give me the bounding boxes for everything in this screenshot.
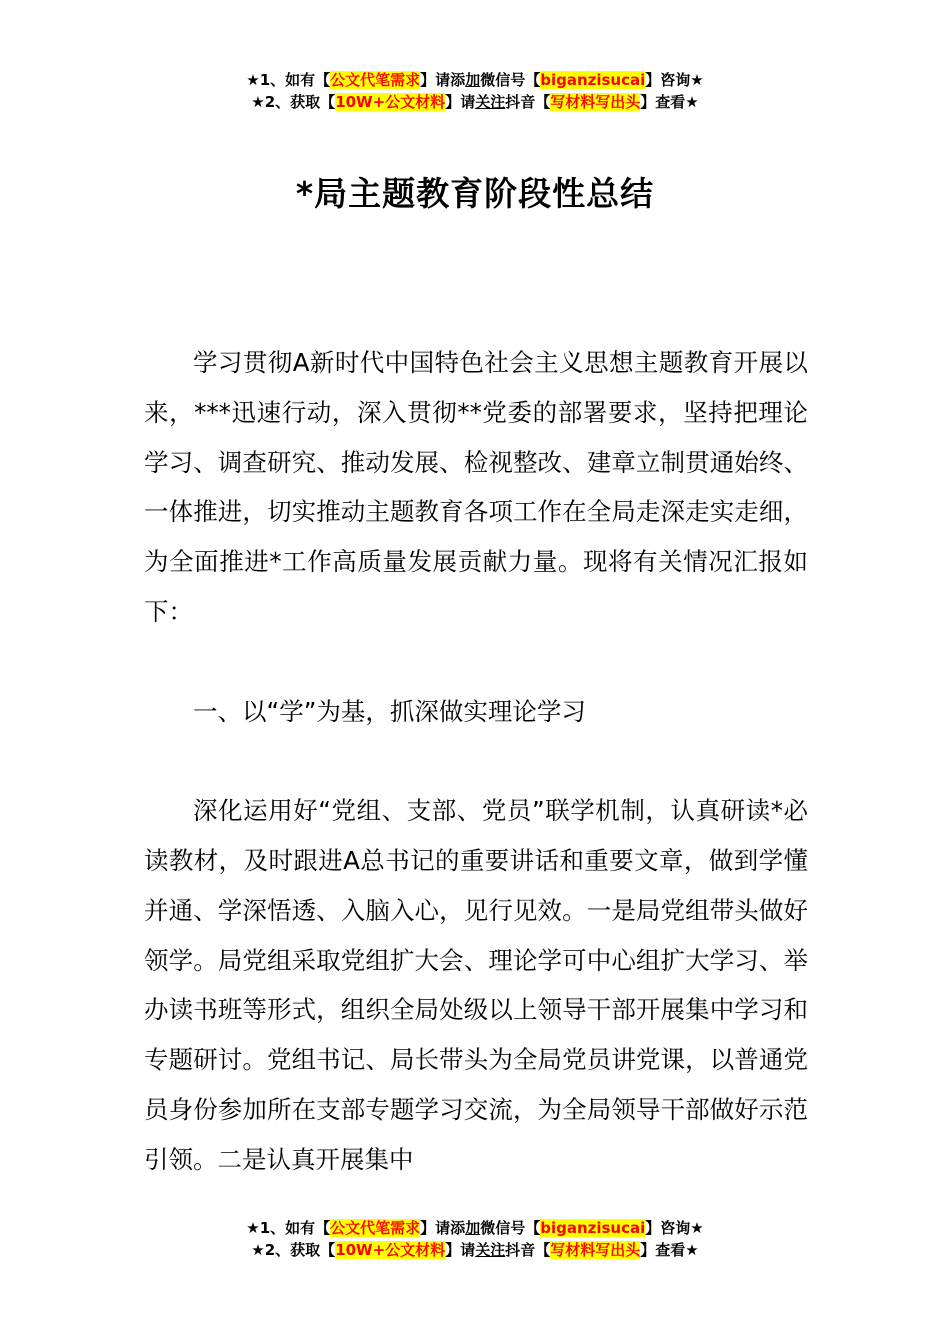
document-title: *局主题教育阶段性总结: [295, 174, 655, 214]
banner-emphasis: 关注: [475, 1241, 506, 1259]
banner-highlight: 10W+公文材料: [335, 1241, 446, 1259]
footer-banner: [0, 1217, 950, 1261]
banner-line-1: [0, 1217, 950, 1239]
banner-text: 微信号【: [480, 71, 541, 89]
intro-paragraph: 学习贯彻A新时代中国特色社会主义思想主题教育开展以来，***迅速行动，深入贯彻**党委的部署要求，坚持把理论学习、调查研究、推动发展、检视整改、建章立制贯通始终、一体推进，切实推动主题教育各项工作在全局走深走实走细，为全面推进*工作高质量发展贡献力量。现将有关情况汇报如下：: [144, 348, 808, 626]
banner-highlight: 写材料写出头: [550, 1241, 641, 1259]
banner-highlight: biganzisucai: [540, 71, 646, 89]
banner-line-1: [0, 69, 950, 91]
banner-text: ★1、如有【: [246, 71, 331, 89]
banner-text: 】请: [445, 1241, 476, 1259]
banner-text: 】请添: [420, 71, 466, 89]
banner-text: 】咨询★: [645, 1219, 704, 1237]
section-heading: 一、以“学”为基，抓深做实理论学习: [193, 696, 586, 726]
banner-emphasis: 加: [465, 71, 481, 89]
banner-text: 抖音【: [505, 93, 551, 111]
header-banner: [0, 69, 950, 113]
body-paragraph: 深化运用好“党组、支部、党员”联学机制，认真研读*必读教材，及时跟进A总书记的重要讲话和重要文章，做到学懂并通、学深悟透、入脑入心，见行见效。一是局党组带头做好领学。局党组采取党组扩大会、理论学可中心组扩大学习、举办读书班等形式，组织全局处级以上领导干部开展集中学习和专题研讨。党组书记、局长带头为全局党员讲党课，以普通党员身份参加所在支部专题学习交流，为全局领导干部做好示范引领。二是认真开展集中: [144, 796, 808, 1174]
document-body: [144, 338, 808, 1185]
banner-text: ★2、获取【: [251, 1241, 336, 1259]
banner-highlight: 10W+公文材料: [335, 93, 446, 111]
banner-text: ★2、获取【: [251, 93, 336, 111]
banner-text: 】请添: [420, 1219, 466, 1237]
banner-highlight: 公文代笔需求: [330, 71, 421, 89]
banner-emphasis: 加: [465, 1219, 481, 1237]
banner-text: 抖音【: [505, 1241, 551, 1259]
banner-highlight: 写材料写出头: [550, 93, 641, 111]
banner-emphasis: 关注: [475, 93, 506, 111]
banner-line-2: [0, 91, 950, 113]
banner-text: 】查看★: [640, 93, 699, 111]
banner-line-2: [0, 1239, 950, 1261]
banner-text: 】请: [445, 93, 476, 111]
banner-text: 微信号【: [480, 1219, 541, 1237]
banner-text: 】咨询★: [645, 71, 704, 89]
banner-highlight: 公文代笔需求: [330, 1219, 421, 1237]
banner-text: ★1、如有【: [246, 1219, 331, 1237]
banner-highlight: biganzisucai: [540, 1219, 646, 1237]
banner-text: 】查看★: [640, 1241, 699, 1259]
